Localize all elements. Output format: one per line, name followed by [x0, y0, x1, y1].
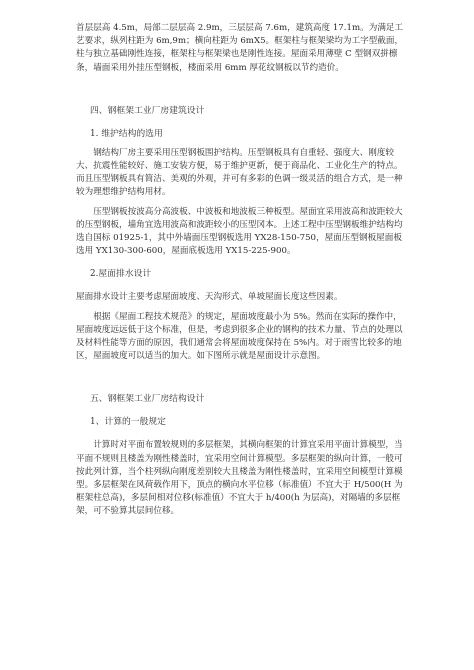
steel-sheet-paragraph: 压型钢板按波高分高波板、中波板和地波板三种板型。屋面宜采用波高和波距较大的压型钢板，墙角宜选用波高和波距较小的压型冈本。上述工程中压型钢板维护结构均选自国标 01925-1，其中外墙面压型钢板选用 YX28-150-750，屋面压型钢板屋面板选用 YX130-300-600，屋面底板选用 YX15-225-900。 — [76, 206, 403, 257]
subsection-5-1-heading: 1、计算的一般规定 — [90, 417, 166, 428]
subsection-4-1-heading: 1. 维护结构的选用 — [90, 128, 163, 139]
calculation-paragraph: 计算时对平面布置较规则的多层框架，其横向框架的计算宜采用平面计算模型，当平面不规则且楼盖为刚性楼盖时，宜采用空间计算模型。多层框架的纵向计算，一般可按此列计算，当个柱列纵向刚度差别较大且楼盖为刚性楼盖时，宜采用空间模型计算模型。多层框架在风荷载作用下，顶点的横向水平位移（标准值）不宜大于 H/500(H 为框架柱总高)，多层间相对位移(标准值）不宜大于 h/400(h 为层高)，对隔墙的多层框架，可不验算其层间位移。 — [76, 440, 403, 517]
drainage-intro-paragraph: 屋面排水设计主要考虑屋面坡度、天沟形式、单坡屋面长度这些因素。 — [76, 292, 343, 303]
subsection-4-2-heading: 2.屋面排水设计 — [90, 269, 152, 280]
section-4-heading: 四、钢框架工业厂房建筑设计 — [90, 105, 205, 116]
section-5-heading: 五、钢框架工业厂房结构设计 — [90, 394, 205, 405]
envelope-paragraph: 钢结构厂房主要采用压型钢板围护结构。压型钢板具有自重轻、强度大、刚度较大、抗震性能较好、施工安装方便，易于维护更新，便于商品化、工业化生产的特点。而且压型钢板具有简洁、美观的外观，并可有多彩的色调一级灵活的组合方式，是一种较为理想维护结构用材。 — [76, 147, 403, 198]
roof-slope-paragraph: 根据《屋面工程技术规范》的规定，屋面坡度最小为 5%。然而在实际的操作中，屋面坡度远远低于这个标准，但是，考虑到很多企业的钢构的技术力量、节点的处理以及材料性能等方面的原因，我们通常会将屋面坡度保持在 5%内。对于雨雪比较多的地区，屋面坡度可以适当的加大。如下图所示就是屋面设计示意图。 — [76, 311, 403, 362]
intro-paragraph: 首层层高 4.5m，局部二层层高 2.9m，三层层高 7.6m，建筑高度 17.1m。为满足工艺要求，纵列柱距为 6m,9m；横向柱距为 6mX5。框架柱与框架梁均为工字型截面，柱与独立基础刚性连接，框架柱与框架梁也是刚性连接。屋面采用薄壁 C 型钢双拼檩条，墙面采用外挂压型钢板，楼面采用 6mm 厚花纹钢板以节约造价。 — [76, 23, 404, 73]
document-body — [76, 22, 406, 519]
